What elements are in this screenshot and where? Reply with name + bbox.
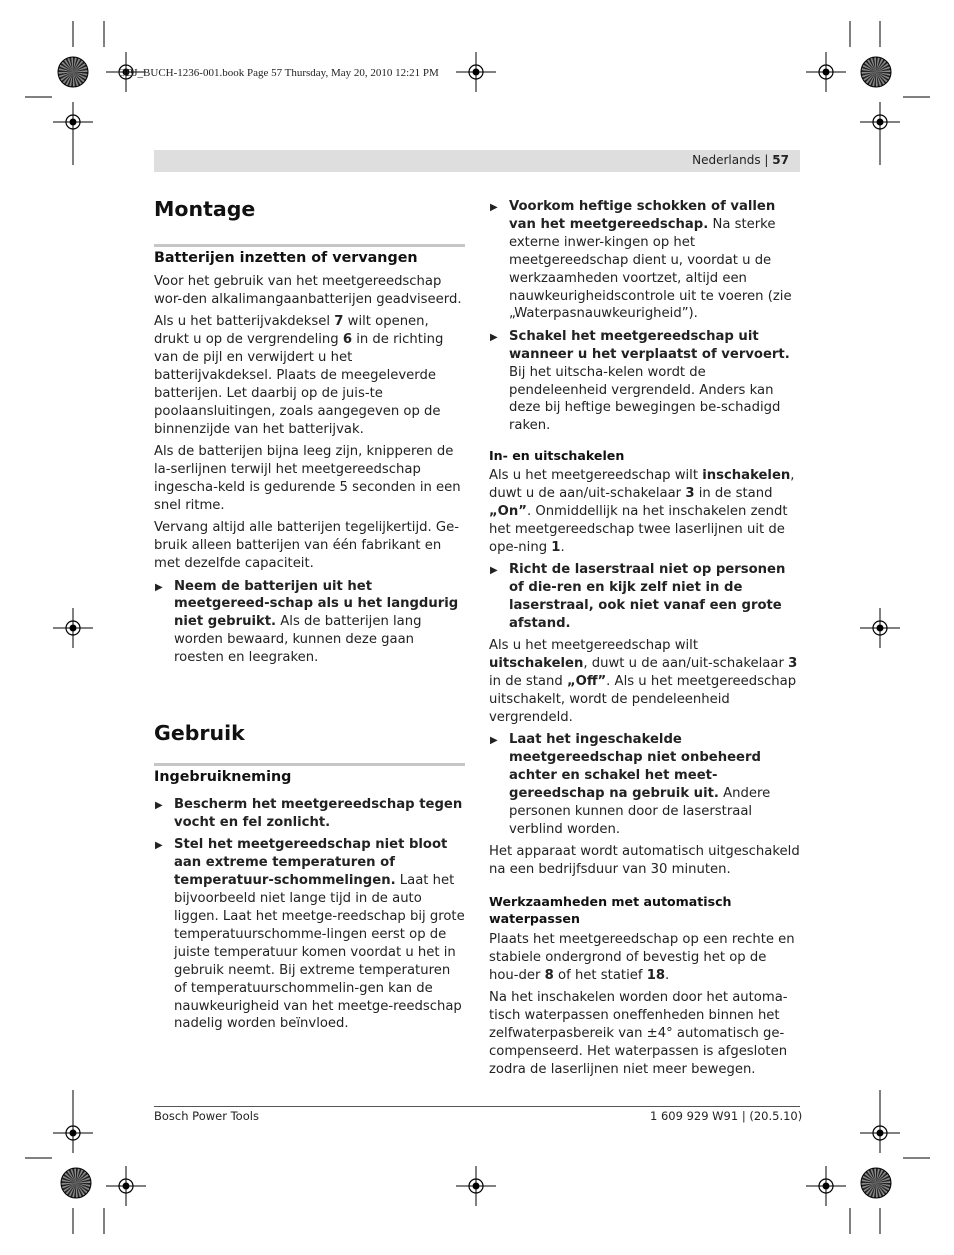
bullet-item: ▶ Richt de laserstraal niet op personen of die-ren en kijk zelf niet in de laserstraal, ook niet vanaf een grote afstand. — [490, 562, 786, 632]
registration-mark-icon — [806, 52, 846, 92]
subheading-waterpassen: Werkzaamheden met automatisch waterpassen — [489, 894, 732, 927]
page-header-band — [154, 150, 800, 172]
paragraph: Als u het meetgereedschap wilt uitschakelen, duwt u de aan/uit-schakelaar 3 in de stand „Off”. Als u het meetgereedschap uitschakelt, wordt de pendeleenheid vergrendeld. — [489, 638, 798, 726]
registration-mark-icon — [53, 1113, 93, 1153]
registration-mark-icon — [53, 608, 93, 648]
section-title-montage: Montage — [154, 197, 256, 221]
color-target-icon — [861, 57, 891, 87]
paragraph: Het apparaat wordt automatisch uitgeschakeld na een bedrijfsduur van 30 minuten. — [489, 844, 800, 878]
subheading-ingebruikneming: Ingebruikneming — [154, 763, 465, 787]
bullet-triangle-icon: ▶ — [490, 735, 498, 747]
registration-mark-icon — [806, 1166, 846, 1206]
paragraph: Als u het meetgereedschap wilt inschakelen, duwt u de aan/uit-schakelaar 3 in de stand „On”. Onmiddellijk na het inschakelen zendt het meetgereedschap twee laserlijnen uit de ope-ning 1. — [489, 468, 795, 555]
print-info-line: OBJ_BUCH-1236-001.book Page 57 Thursday, May 20, 2010 12:21 PM — [118, 67, 439, 79]
header-separator: | — [764, 153, 769, 167]
registration-mark-icon — [860, 1113, 900, 1153]
registration-mark-icon — [456, 1166, 496, 1206]
registration-mark-icon — [860, 608, 900, 648]
registration-mark-icon — [53, 102, 93, 142]
paragraph: Vervang altijd alle batterijen tegelijkertijd. Ge-bruik alleen batterijen van één fabrikant en met dezelfde capaciteit. — [154, 520, 459, 572]
bullet-triangle-icon: ▶ — [155, 840, 163, 852]
bullet-triangle-icon: ▶ — [155, 800, 163, 812]
bullet-item: ▶ Bescherm het meetgereedschap tegen vocht en fel zonlicht. — [155, 797, 463, 830]
paragraph: Voor het gebruik van het meetgereedschap wor-den alkalimangaanbatterijen geadviseerd. — [154, 274, 462, 307]
header-language: Nederlands — [692, 153, 761, 167]
bullet-triangle-icon: ▶ — [490, 565, 498, 577]
registration-mark-icon — [456, 52, 496, 92]
bullet-item: ▶ Stel het meetgereedschap niet bloot aan extreme temperaturen of temperatuur-schommelingen. Laat het bijvoorbeeld niet lange tijd in de auto liggen. Laat het meetge-reedschap bij grote temperatuurschomme-lingen eerst op de juiste temperatuur komen voordat u het in gebruik neemt. Bij extreme temperaturen of temperatuurschommelin-gen kan de nauwkeurigheid van het meetge-reedschap nadelig worden beïnvloed. — [155, 837, 465, 1032]
bullet-item: ▶ Neem de batterijen uit het meetgereed-schap als u het langdurig niet gebruikt. Als de batterijen lang worden bewaard, kunnen deze gaan roesten en leegraken. — [155, 578, 459, 666]
color-target-icon — [861, 1168, 891, 1198]
color-target-icon — [61, 1168, 91, 1198]
paragraph: Als de batterijen bijna leeg zijn, knipperen de la-serlijnen terwijl het meetgereedschap ingescha-keld is gedurende 5 seconden in een snel ritme. — [154, 444, 461, 513]
subheading-in-uitschakelen: In- en uitschakelen — [489, 448, 625, 464]
page-number: 57 — [772, 153, 789, 167]
footer-brand: Bosch Power Tools — [154, 1109, 259, 1123]
subheading-batteries: Batterijen inzetten of vervangen — [154, 244, 465, 268]
color-target-icon — [58, 57, 88, 87]
bullet-item: ▶ Voorkom heftige schokken of vallen van het meetgereedschap. Na sterke externe inwer-kingen op het meetgereedschap dient u, voordat u de werkzaamheden voortzet, altijd een nauwkeurigheidscontrole uit te voeren (zie „Waterpasnauwkeurigheid”). — [490, 199, 792, 322]
paragraph: Na het inschakelen worden door het automa-tisch waterpassen oneffenheden binnen het zelfwaterpasbereik van ±4° automatisch ge-compenseerd. Het waterpassen is afgesloten zodra de laserlijnen niet meer bewegen. — [489, 990, 788, 1078]
bullet-triangle-icon: ▶ — [155, 581, 163, 593]
section-title-gebruik: Gebruik — [154, 721, 245, 746]
bullet-item: ▶ Schakel het meetgereedschap uit wanneer u het verplaatst of vervoert. Bij het uitscha-kelen wordt de pendeleenheid vergrendeld. Anders kan deze bij heftige bewegingen be-schadigd raken. — [490, 328, 790, 434]
bullet-item: ▶ Laat het ingeschakelde meetgereedschap niet onbeheerd achter en schakel het meet-gereedschap na gebruik uit. Andere personen kunnen door de laserstraal verblind worden. — [490, 732, 771, 837]
registration-mark-icon — [106, 1166, 146, 1206]
paragraph: Als u het batterijvakdeksel 7 wilt openen, drukt u op de vergrendeling 6 in de richting van de pijl en verwijdert u het batterijvakdeksel. Plaats de meegeleverde batterijen. Let daarbij op de juis-te poolaansluitingen, zoals aangegeven op de binnenzijde van het batterijvak. — [154, 314, 444, 437]
bullet-triangle-icon: ▶ — [490, 331, 498, 343]
footer-doc-number: 1 609 929 W91 | (20.5.10) — [650, 1109, 803, 1123]
page-header — [692, 153, 789, 167]
paragraph: Plaats het meetgereedschap op een rechte en stabiele ondergrond of bevestig het op de hou-der 8 of het statief 18. — [489, 932, 795, 984]
bullet-triangle-icon: ▶ — [490, 202, 498, 213]
registration-mark-icon — [860, 102, 900, 142]
left-column — [154, 196, 465, 1038]
footer-rule — [154, 1106, 800, 1107]
right-column — [489, 198, 800, 1083]
